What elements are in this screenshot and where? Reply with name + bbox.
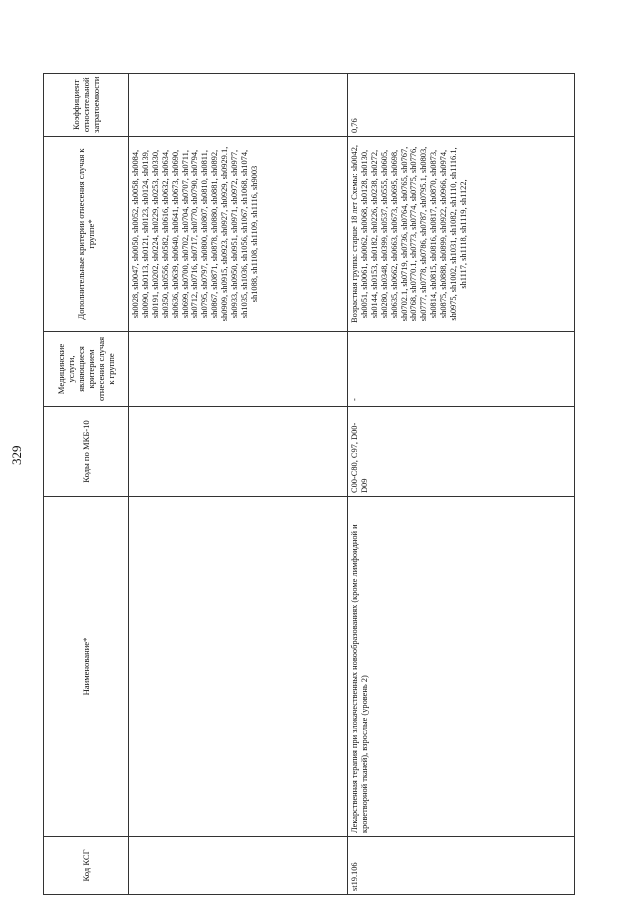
header-mkb: Коды по МКБ-10 (44, 407, 129, 497)
header-services: Медицинские услуги, являющиеся критерием отнесения случая к группе (44, 332, 129, 407)
cell-services (348, 332, 575, 407)
cell-code (129, 837, 348, 895)
cell-services (129, 332, 348, 407)
table-row (348, 73, 575, 894)
cell-criteria: Возрастная группа: старше 18 лет Схемы: sh0042, sh0051, sh0061, sh0062, sh0068, sh0128, sh0130, sh0144, sh0153, sh0182, sh0226, sh0238, sh0272, sh0280, sh0348, sh0399, sh0537, sh0555, sh0605, sh0635, sh0662, sh0663, sh0673, sh0695, sh0698, sh0702.1, sh0719, sh0736, sh0764, sh0765, sh0767, sh0768, sh0770.1, sh0773, sh0774, sh0775, sh0776, sh0777, sh0778, sh0786, sh0787, sh0795.1, sh0803, sh0814, sh0815, sh0816, sh0817, sh0870, sh0873, sh0875, sh0888, sh0899, sh0922, sh0966, sh0974, sh0975, sh1002, sh1031, sh1082, sh1110, sh1116.1, sh1117, sh1118, sh1119, sh1122, (348, 137, 575, 332)
cell-coef: 0,76 (348, 73, 575, 136)
table-header (44, 73, 129, 894)
cell-criteria: sh0028, sh0047, sh0050, sh0052, sh0058, sh0084, sh0090, sh0113, sh0121, sh0123, sh0124, sh0139, sh0191, sh0202, sh0224, sh0229, sh0253, sh0330, sh0350, sh0556, sh0582, sh0616, sh0632, sh0634, sh0636, sh0639, sh0640, sh0641, sh0673, sh0690, sh0699, sh0700, sh0702, sh0704, sh0707, sh0711, sh0712, sh0716, sh0717, sh0770, sh0790, sh0794, sh0795, sh0797, sh0800, sh0807, sh0810, sh0811, sh0867, sh0871, sh0878, sh0880, sh0881, sh0892, sh0909, sh0915, sh0923, sh0927, sh0929, sh0929.1, sh0933, sh0950, sh0951, sh0971, sh0972, sh0977, sh1035, sh1036, sh1056, sh1067, sh1068, sh1074, sh1088, sh1108, sh1109, sh1116, sh9003 (129, 137, 348, 332)
cell-coef (129, 73, 348, 136)
ksg-table (43, 73, 575, 895)
header-criteria: Дополнительные критерии отнесения случая к группе* (44, 137, 129, 332)
services-value: - (350, 398, 359, 401)
cell-code: st19.106 (348, 837, 575, 895)
header-code: Код КСГ (44, 837, 129, 895)
table-row (129, 73, 348, 894)
header-name: Наименование* (44, 497, 129, 837)
cell-name (129, 497, 348, 837)
page-number: 329 (9, 445, 24, 465)
cell-mkb (129, 407, 348, 497)
header-coef: Коэффициент относительной затратоемкости (44, 73, 129, 136)
cell-mkb: C00-C80, C97, D00-D09 (348, 407, 575, 497)
cell-name: Лекарственная терапия при злокачественных новообразованиях (кроме лимфоидной и кроветворной тканей), взрослые (уровень 2) (348, 497, 575, 837)
